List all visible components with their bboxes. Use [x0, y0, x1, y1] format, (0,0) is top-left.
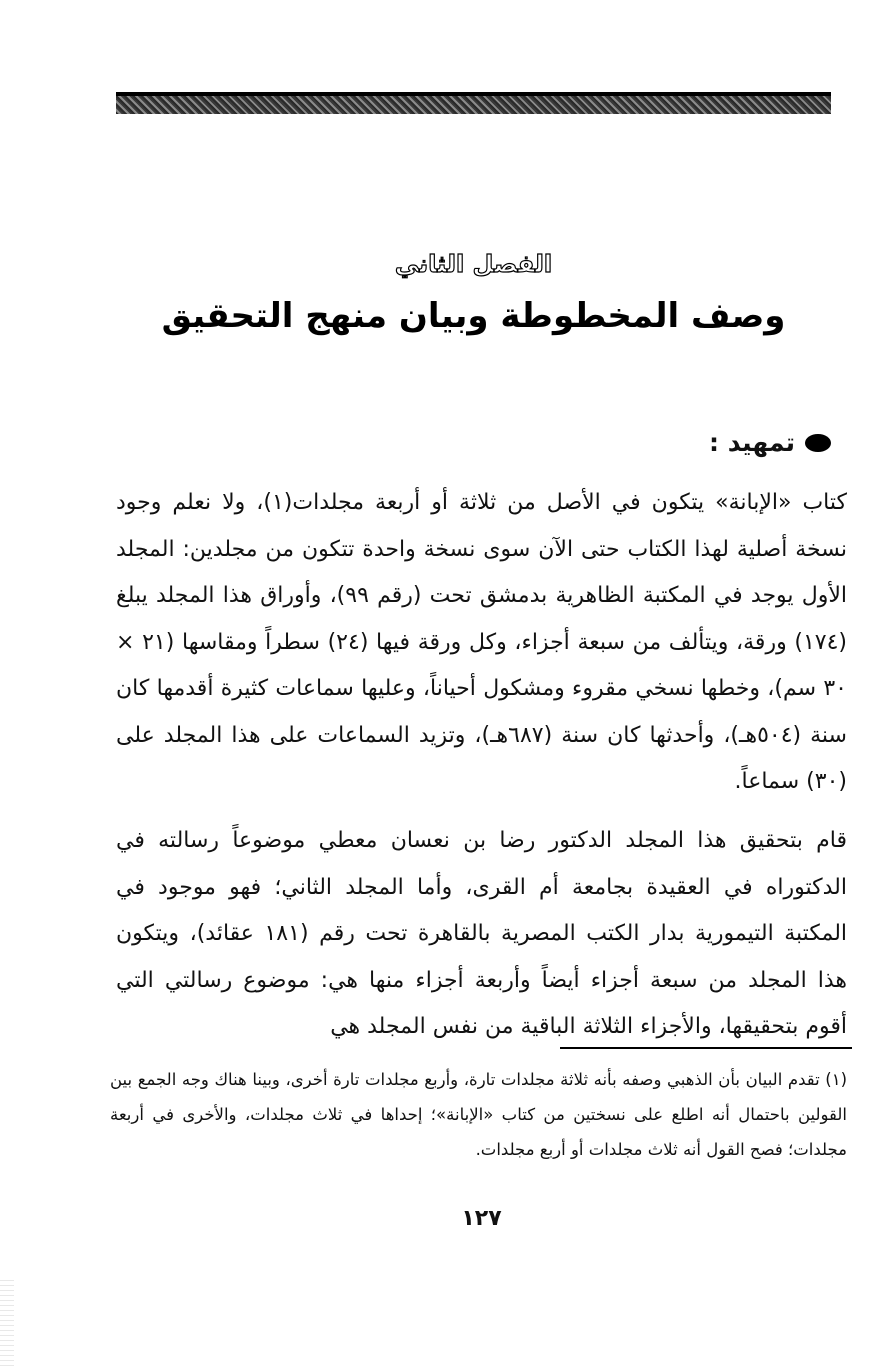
paragraph-1: كتاب «الإبانة» يتكون في الأصل من ثلاثة أو أربعة مجلدات(١)، ولا نعلم وجود نسخة أصلية لهذا الكتاب حتى الآن سوى نسخة واحدة تتكون من مجلدين: المجلد الأول يوجد في المكتبة الظاهرية بدمشق تحت (رقم ٩٩)، وأوراق هذا المجلد يبلغ (١٧٤) ورقة، ويتألف من سبعة أجزاء، وكل ورقة فيها (٢٤) سطراً ومقاسها (٢١ × ٣٠ سم)، وخطها نسخي مقروء ومشكول أحياناً، وعليها سماعات كثيرة أقدمها كان سنة (٥٠٤هـ)، وأحدثها كان سنة (٦٨٧هـ)، وتزيد السماعات على هذا المجلد على (٣٠) سماعاً.: [116, 490, 848, 794]
chapter-title: وصف المخطوطة وبيان منهج التحقيق: [161, 296, 786, 336]
scan-edge-artifact: [0, 1280, 14, 1368]
section-heading: [709, 428, 831, 457]
header-ornament-rule: [116, 92, 831, 114]
footnote-1: (١) تقدم البيان بأن الذهبي وصفه بأنه ثلاثة مجلدات تارة، وأربع مجلدات تارة أخرى، وبينا هناك وجه الجمع بين القولين باحتمال أنه اطلع على نسختين من كتاب «الإبانة»؛ إحداها في ثلاث مجلدات، والأخرى في أربعة مجلدات؛ فصح القول أنه ثلاث مجلدات أو أربع مجلدات.: [110, 1070, 847, 1159]
chapter-label: الفصل الثاني: [394, 250, 553, 278]
footnote-divider: [560, 1047, 852, 1049]
page-number: ١٢٧: [461, 1206, 502, 1231]
paragraph-2: قام بتحقيق هذا المجلد الدكتور رضا بن نعسان معطي موضوعاً رسالته في الدكتوراه في العقيدة بجامعة أم القرى، وأما المجلد الثاني؛ فهو موجود في المكتبة التيمورية بدار الكتب المصرية بالقاهرة تحت رقم (١٨١ عقائد)، ويتكون هذا المجلد من سبعة أجزاء أيضاً وأربعة أجزاء منها هي: موضوع رسالتي التي أقوم بتحقيقها، والأجزاء الثلاثة الباقية من نفس المجلد هي: [116, 828, 848, 1039]
section-heading-text: تمهيد :: [709, 428, 795, 457]
bullet-icon: [805, 434, 831, 452]
